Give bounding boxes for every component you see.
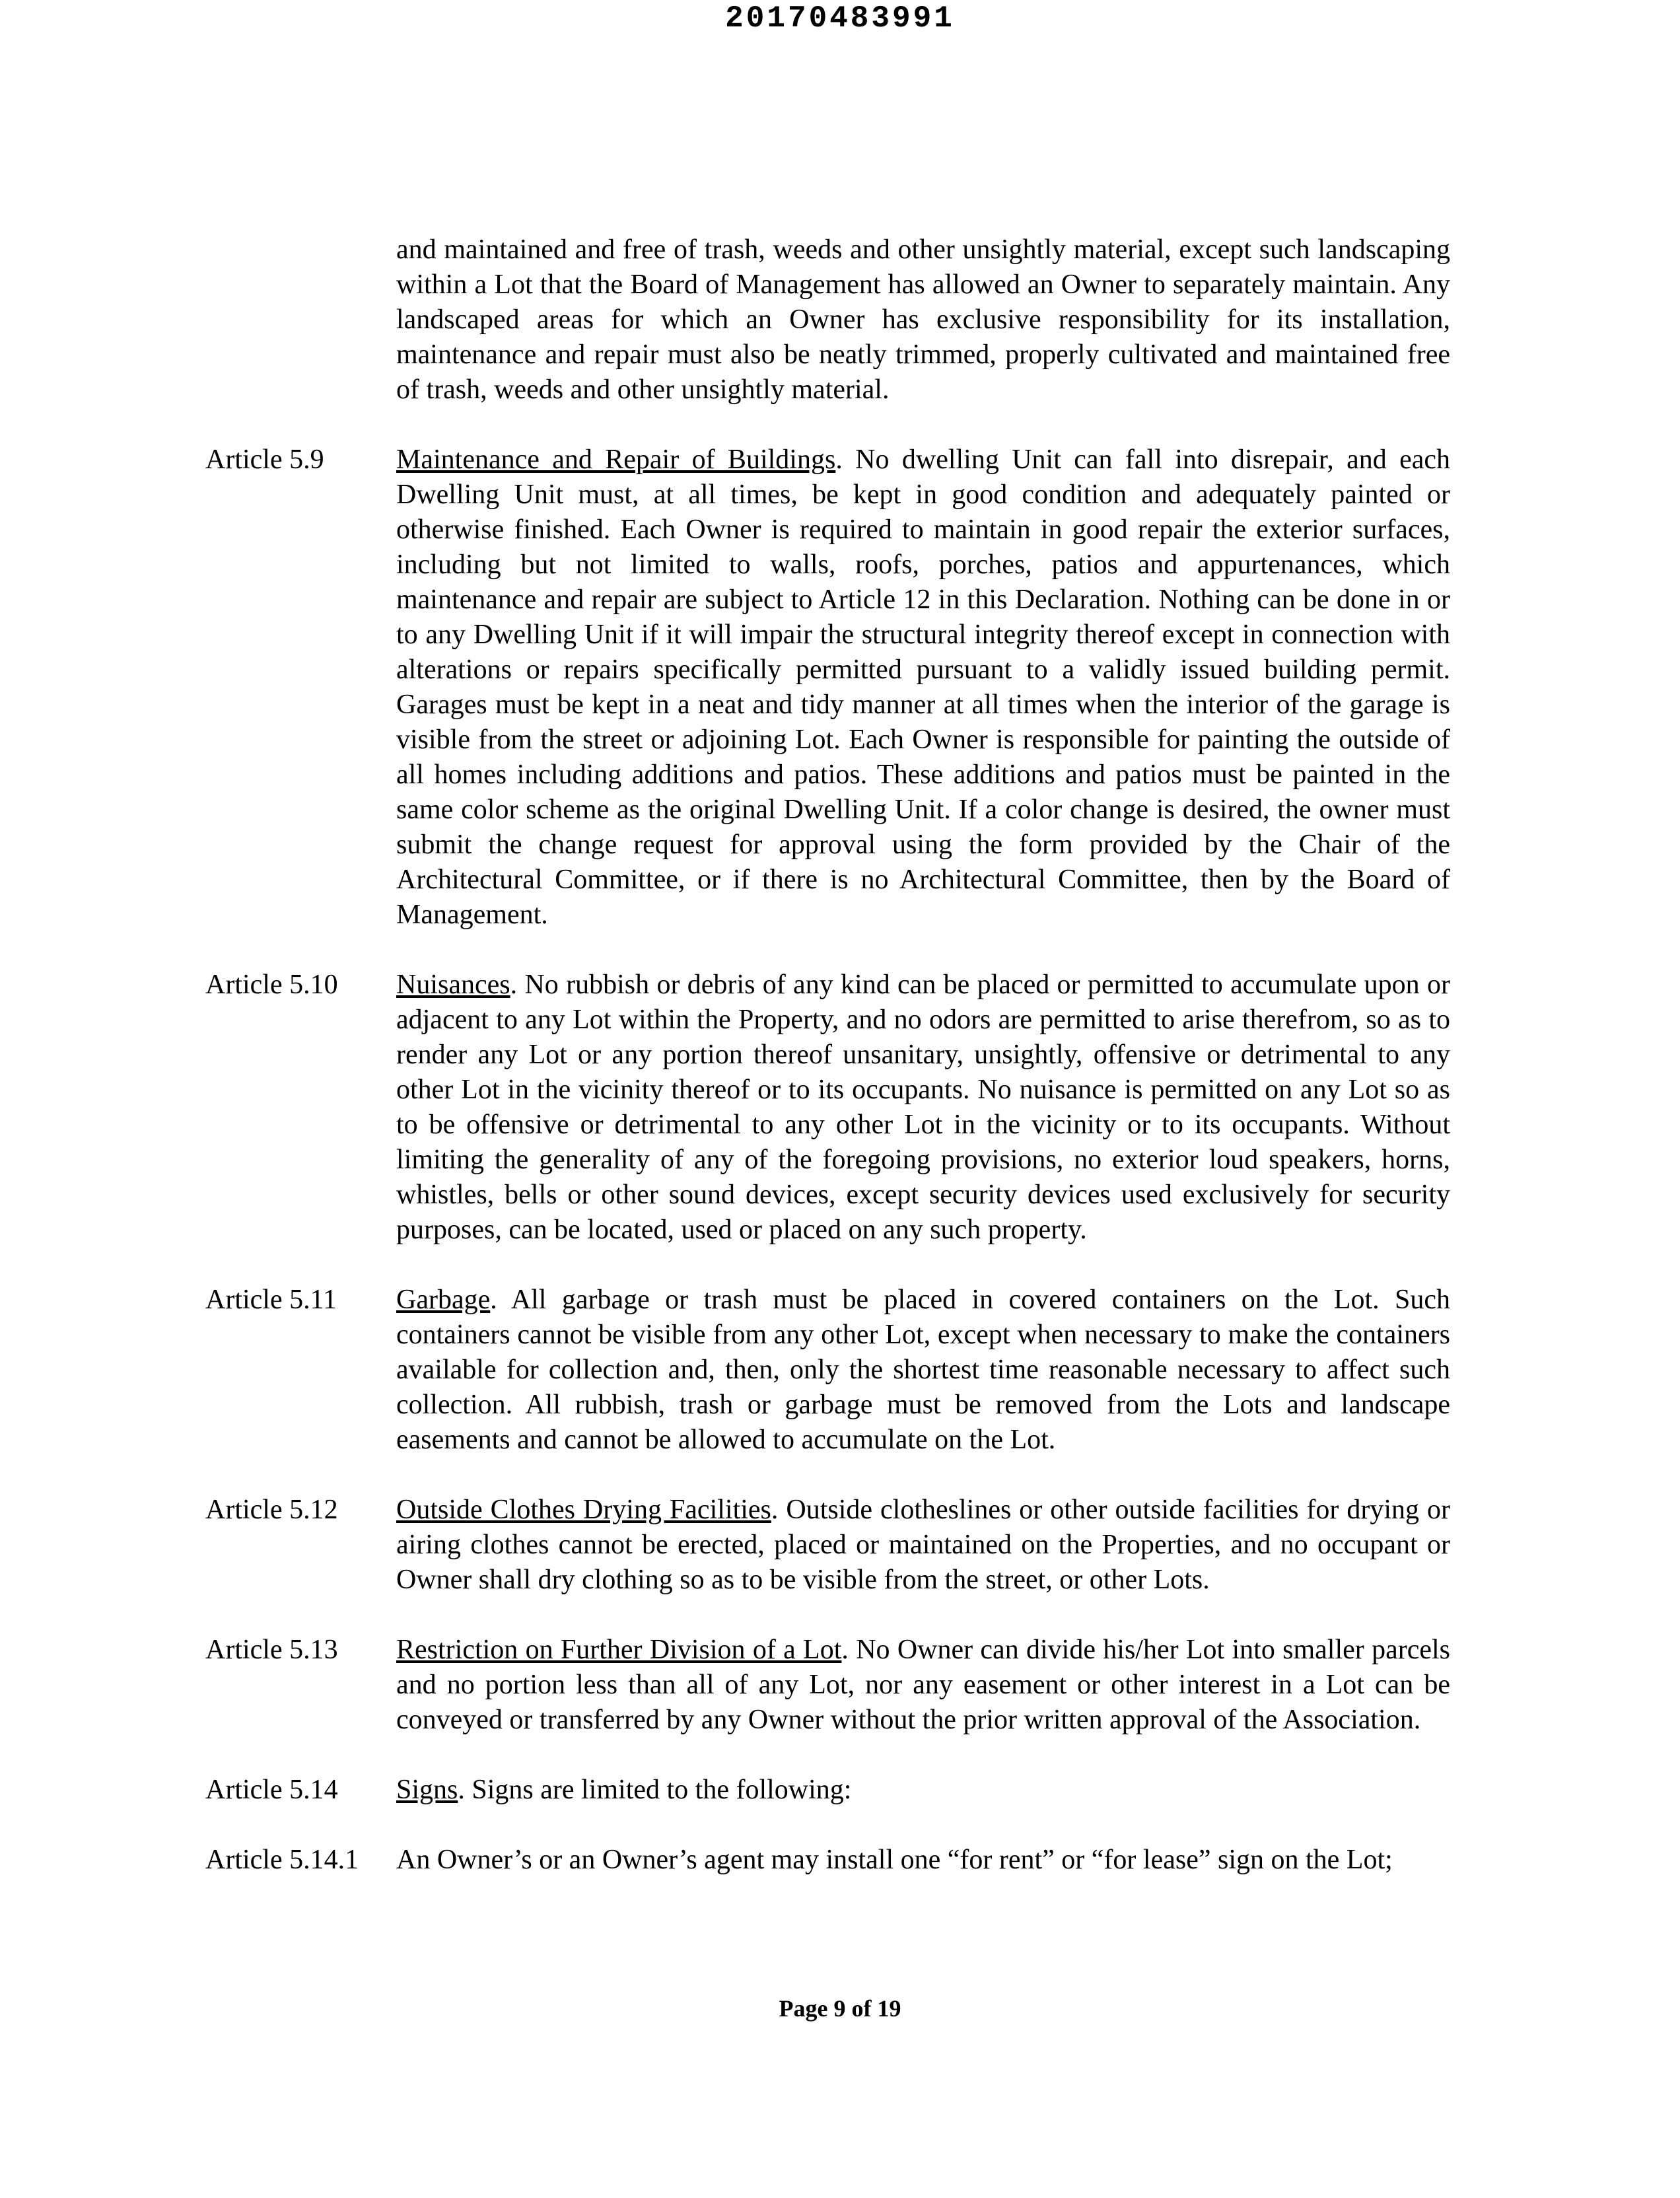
page-content: [0, 232, 1680, 1913]
article-paragraph: [396, 443, 1450, 933]
article-label: Article 5.14.1: [205, 1845, 359, 1875]
article-label: Article 5.11: [205, 1285, 337, 1315]
article-paragraph: [396, 1773, 1450, 1808]
article-paragraph: [396, 968, 1450, 1248]
intro-paragraph: and maintained and free of trash, weeds and other unsightly material, except such landscaping within a Lot that the Board of Management has allowed an Owner to separately maintain. Any landscaped areas for which an Owner has exclusive responsibility for its installation, maintenance and repair must also be neatly trimmed, properly cultivated and maintained free of trash, weeds and other unsightly material.: [396, 234, 1450, 405]
article-text: . Outside clotheslines or other outside facilities for drying or airing clothes cannot be erected, placed or maintained on the Properties, and no occupant or Owner shall dry clothing so as to be visible from the street, or other Lots.: [396, 1495, 1450, 1595]
page-footer: Page 9 of 19: [779, 1995, 901, 2022]
article-text: . Signs are limited to the following:: [458, 1775, 852, 1805]
article-text: An Owner’s or an Owner’s agent may install one “for rent” or “for lease” sign on the Lot;: [396, 1845, 1393, 1875]
article-5-11: [0, 1283, 1680, 1458]
article-5-13: [0, 1633, 1680, 1738]
article-text: . No Owner can divide his/her Lot into smaller parcels and no portion less than all of any Lot, nor any easement or other interest in a Lot can be conveyed or transferred by any Owner without the prior written approval of the Association.: [396, 1635, 1450, 1735]
document-number: 20170483991: [725, 1, 955, 36]
article-text: . No rubbish or debris of any kind can be placed or permitted to accumulate upon or adjacent to any Lot within the Property, and no odors are permitted to arise therefrom, so as to render any Lot or any portion thereof unsanitary, unsightly, offensive or detrimental to any other Lot in the vicinity thereof or to its occupants. No nuisance is permitted on any Lot so as to be offensive or detrimental to any other Lot in the vicinity or to its occupants. Without limiting the generality of any of the foregoing provisions, no exterior loud speakers, horns, whistles, bells or other sound devices, except security devices used exclusively for security purposes, can be located, used or placed on any such property.: [396, 970, 1450, 1245]
article-paragraph: [396, 1283, 1450, 1458]
article-label: Article 5.10: [205, 970, 338, 1000]
article-heading: Restriction on Further Division of a Lot: [396, 1635, 842, 1665]
article-label: Article 5.12: [205, 1495, 338, 1525]
article-heading: Nuisances: [396, 970, 510, 1000]
article-5-12: [0, 1493, 1680, 1598]
article-heading: Maintenance and Repair of Buildings: [396, 444, 836, 475]
article-heading: Signs: [396, 1775, 458, 1805]
article-5-9: [0, 443, 1680, 933]
article-5-10: [0, 968, 1680, 1248]
article-label: Article 5.9: [205, 444, 324, 475]
article-label: Article 5.13: [205, 1635, 338, 1665]
article-text: . No dwelling Unit can fall into disrepair, and each Dwelling Unit must, at all times, be kept in good condition and adequately painted or otherwise finished. Each Owner is required to maintain in good repair the exterior surfaces, including but not limited to walls, roofs, porches, patios and appurtenances, which maintenance and repair are subject to Article 12 in this Declaration. Nothing can be done in or to any Dwelling Unit if it will impair the structural integrity thereof except in connection with alterations or repairs specifically permitted pursuant to a validly issued building permit. Garages must be kept in a neat and tidy manner at all times when the interior of the garage is visible from the street or adjoining Lot. Each Owner is responsible for painting the outside of all homes including additions and patios. These additions and patios must be painted in the same color scheme as the original Dwelling Unit. If a color change is desired, the owner must submit the change request for approval using the form provided by the Chair of the Architectural Committee, or if there is no Architectural Committee, then by the Board of Management.: [396, 444, 1451, 930]
article-paragraph: [396, 1843, 1450, 1878]
article-paragraph: [396, 1493, 1450, 1598]
article-heading: Garbage: [396, 1285, 491, 1315]
article-label: Article 5.14: [205, 1775, 338, 1805]
article-heading: Outside Clothes Drying Facilities: [396, 1495, 771, 1525]
article-text: . All garbage or trash must be placed in covered containers on the Lot. Such containers cannot be visible from any other Lot, except when necessary to make the containers available for collection and, then, only the shortest time reasonable necessary to affect such collection. All rubbish, trash or garbage must be removed from the Lots and landscape easements and cannot be allowed to accumulate on the Lot.: [396, 1285, 1450, 1455]
article-paragraph: [396, 1633, 1450, 1738]
article-5-14: [0, 1773, 1680, 1808]
article-5-14-1: [0, 1843, 1680, 1878]
intro-block: [0, 232, 1680, 408]
